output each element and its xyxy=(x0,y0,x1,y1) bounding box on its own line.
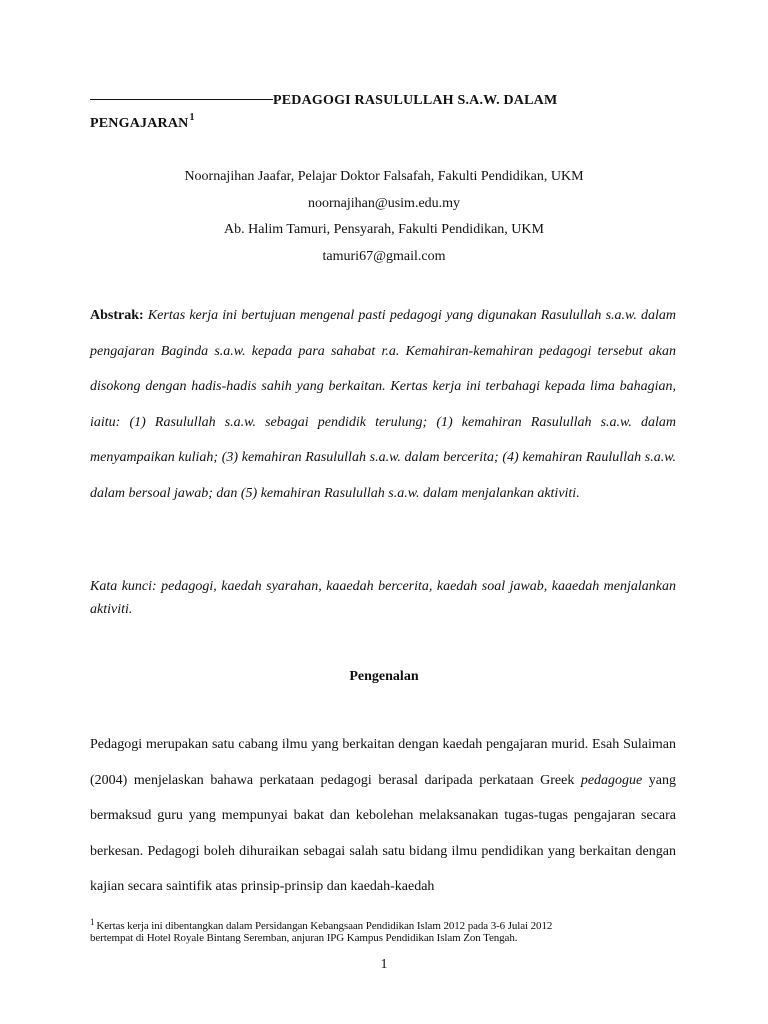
footnote-line1 xyxy=(90,916,690,932)
title-text-line1: PEDAGOGI RASULULLAH S.A.W. DALAM xyxy=(273,93,558,108)
introduction-paragraph xyxy=(90,727,676,905)
title-text-line2: PENGAJARAN xyxy=(90,116,189,131)
intro-text-after: yang bermaksud guru yang mempunyai bakat dan kebolehan melaksanakan tugas-tugas pengajaran secara berkesan. Pedagogi boleh dihuraikan sebagai salah satu bidang ilmu pendidikan yang berkaitan dengan kajian secara saintifik atas prinsip-prinsip dan kaedah-kaedah xyxy=(90,772,677,895)
intro-term: pedagogue xyxy=(580,772,643,788)
intro-text-before: Pedagogi merupakan satu cabang ilmu yang berkaitan dengan kaedah pengajaran murid. Esah Sulaiman (2004) menjelaskan bahawa perkataan pedagogi berasal daripada perkataan Greek xyxy=(90,737,676,788)
abstract-paragraph xyxy=(90,298,676,512)
section-heading: Pengenalan xyxy=(349,669,419,684)
abstract-text: Kertas kerja ini bertujuan mengenal pasti pedagogi yang digunakan Rasulullah s.a.w. dalam pengajaran Baginda s.a.w. kepada para sahabat r.a. Kemahiran-kemahiran pedagogi tersebut akan disokong dengan hadis-hadis sahih yang berkaitan. Kertas kerja ini terbahagi kepada lima bahagian, iaitu: (1) Rasulullah s.a.w. sebagai pendidik terulung; (1) kemahiran Rasulullah s.a.w. dalam menyampaikan kuliah; (3) kemahiran Rasulullah s.a.w. dalam bercerita; (4) kemahiran Raulullah s.a.w. dalam bersoal jawab; dan (5) kemahiran Rasulullah s.a.w. dalam menjalankan aktiviti. xyxy=(90,308,676,501)
footnote-text-line2: bertempat di Hotel Royale Bintang Seremban, anjuran IPG Kampus Pendidikan Islam Zon Tengah. xyxy=(90,932,518,944)
page-number: 1 xyxy=(380,957,388,972)
title-rule xyxy=(90,99,273,100)
title-first-line xyxy=(90,93,690,109)
author-1-email: noornajihan@usim.edu.my xyxy=(307,195,461,211)
author-block xyxy=(0,164,768,270)
footnote-text-line1: Kertas kerja ini dibentangkan dalam Persidangan Kebangsaan Pendidikan Islam 2012 pada 3-6 Julai 2012 xyxy=(96,920,553,932)
footnote xyxy=(90,916,690,944)
title-second-line xyxy=(90,112,195,132)
author-1-affiliation: Noornajihan Jaafar, Pelajar Doktor Falsafah, Fakulti Pendidikan, UKM xyxy=(184,169,584,184)
author-2-affiliation: Ab. Halim Tamuri, Pensyarah, Fakulti Pendidikan, UKM xyxy=(224,222,544,238)
keywords-paragraph: Kata kunci: pedagogi, kaedah syarahan, kaaedah bercerita, kaedah soal jawab, kaaedah menjalankan aktiviti. xyxy=(90,579,676,617)
footnote-mark: 1 xyxy=(90,917,95,927)
title-footnote-mark: 1 xyxy=(189,112,195,123)
author-2-email: tamuri67@gmail.com xyxy=(322,248,446,264)
abstract-label: Abstrak: xyxy=(90,308,144,323)
